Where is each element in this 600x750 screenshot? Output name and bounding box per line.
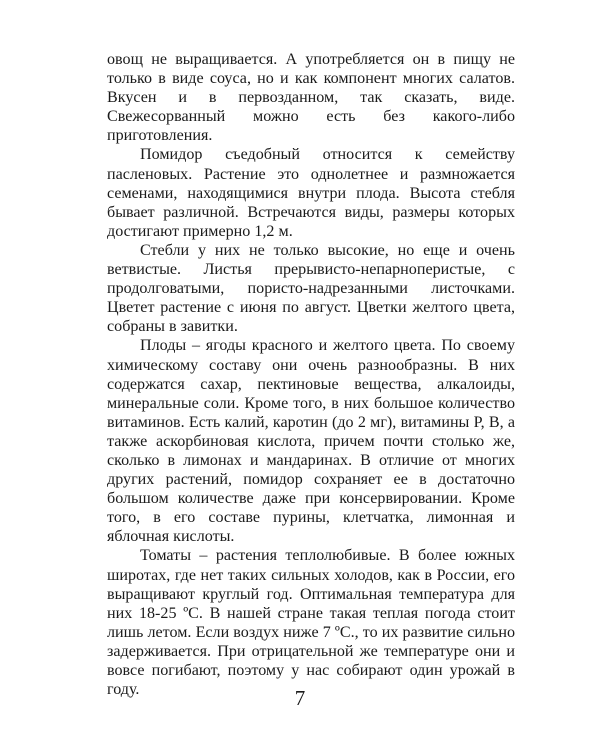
paragraph-5: Томаты – растения теплолюбивые. В более южных широтах, где нет таких сильных холодов, как в России, его выращивают круглый год. Оптимальная температура для них 18-25 ºC. В нашей стране такая теплая погода стоит лишь летом. Если воздух ниже 7 ºC., то их развитие сильно задерживается. При отрицательной же температуре они и вовсе погибают, поэтому у нас собирают один урожай в году.: [107, 547, 515, 699]
paragraph-2: Помидор съедобный относится к семейству пасленовых. Растение это однолетнее и размножается семенами, находящимися внутри плода. Высота стебля бывает различной. Встречаются виды, размеры которых достигают примерно 1,2 м.: [107, 146, 515, 240]
page-body: [107, 50, 515, 699]
paragraph-1-part-1: овощ не выращивается. А употребляется он в пищу не только в виде соуса, но и как компонент многих салатов. Вкусен и в первозданном, так сказать, виде.: [107, 51, 515, 107]
paragraph-3: Стебли у них не только высокие, но еще и очень ветвистые. Листья прерывисто-непарноперистые, с продолговатыми, пористо-надрезанными листочками. Цветет растение с июня по август. Цветки желтого цвета, собраны в завитки.: [107, 241, 515, 336]
paragraph-1-part-2: Свежесорванный можно есть без какого-либо приготовления.: [107, 108, 515, 145]
page-number: 7: [294, 686, 306, 710]
paragraph-4: Плоды – ягоды красного и желтого цвета. По своему химическому составу они очень разнообразны. В них содержатся сахар, пектиновые вещества, алкалоиды, минеральные соли. Кроме того, в них большое количество витаминов. Есть калий, каротин (до 2 мг), витамины Р, В, а также аскорбиновая кислота, причем почти столько же, сколько в лимонах и мандаринах. В отличие от многих других растений, помидор сохраняет ее в достаточно большом количестве даже при консервировании. Кроме того, в его составе пурины, клетчатка, лимонная и яблочная кислоты.: [107, 337, 515, 546]
